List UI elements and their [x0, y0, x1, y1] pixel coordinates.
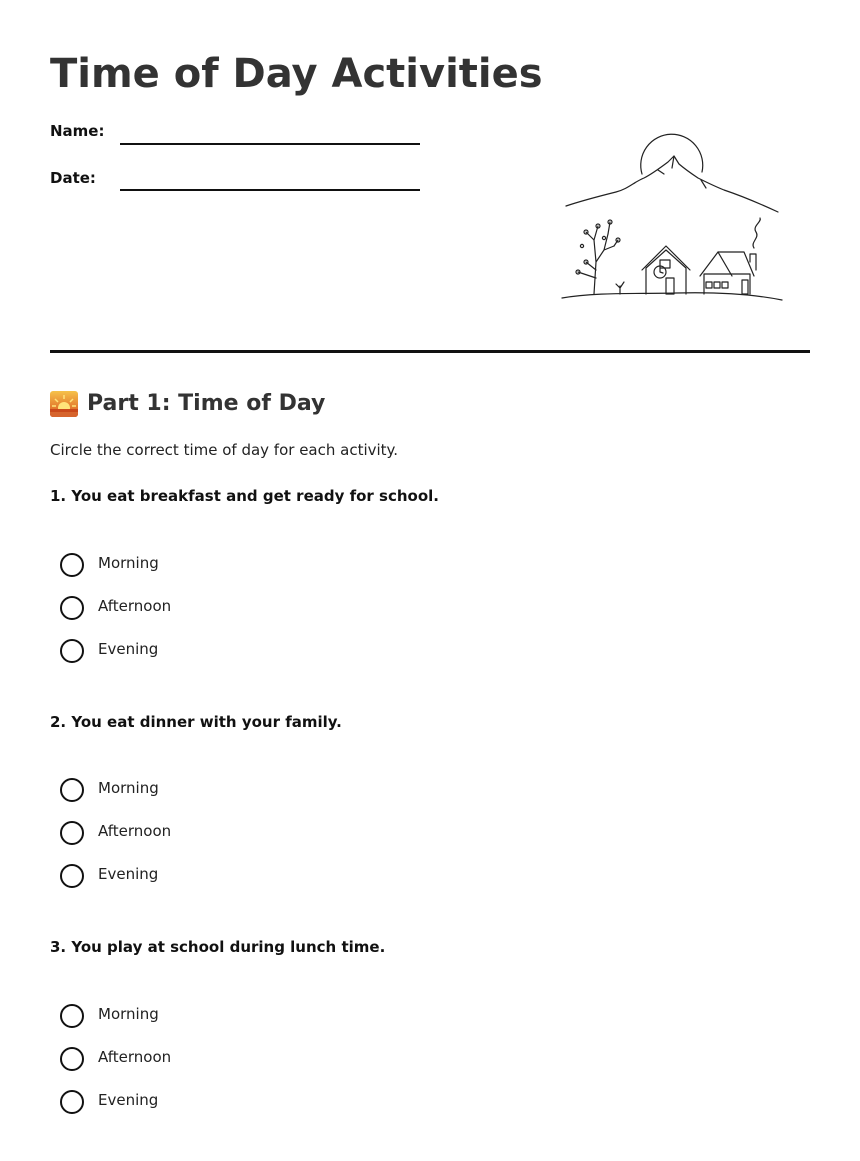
date-field[interactable]	[120, 189, 420, 191]
question-3: 3. You play at school during lunch time.	[50, 938, 386, 956]
section-divider	[50, 350, 810, 353]
option-label: Morning	[98, 554, 159, 572]
option-label: Afternoon	[98, 1048, 172, 1066]
radio-circle[interactable]	[60, 778, 84, 802]
radio-circle[interactable]	[60, 639, 84, 663]
page-title: Time of Day Activities	[50, 51, 543, 97]
date-label: Date:	[50, 169, 96, 187]
radio-circle[interactable]	[60, 821, 84, 845]
radio-circle[interactable]	[60, 553, 84, 577]
radio-circle[interactable]	[60, 1090, 84, 1114]
radio-circle[interactable]	[60, 1047, 84, 1071]
name-field[interactable]	[120, 143, 420, 145]
name-label: Name:	[50, 122, 105, 140]
instructions: Circle the correct time of day for each activity.	[50, 441, 399, 459]
radio-circle[interactable]	[60, 1004, 84, 1028]
landscape-illustration	[556, 122, 790, 306]
radio-circle[interactable]	[60, 596, 84, 620]
question-2: 2. You eat dinner with your family.	[50, 713, 342, 731]
option-label: Evening	[98, 640, 159, 658]
option-label: Evening	[98, 1091, 159, 1109]
radio-circle[interactable]	[60, 864, 84, 888]
option-label: Evening	[98, 865, 159, 883]
option-label: Afternoon	[98, 597, 172, 615]
option-label: Morning	[98, 779, 159, 797]
option-label: Morning	[98, 1005, 159, 1023]
question-1: 1. You eat breakfast and get ready for school.	[50, 487, 440, 505]
section-title: Part 1: Time of Day	[87, 391, 326, 416]
sunrise-icon	[50, 391, 78, 417]
option-label: Afternoon	[98, 822, 172, 840]
